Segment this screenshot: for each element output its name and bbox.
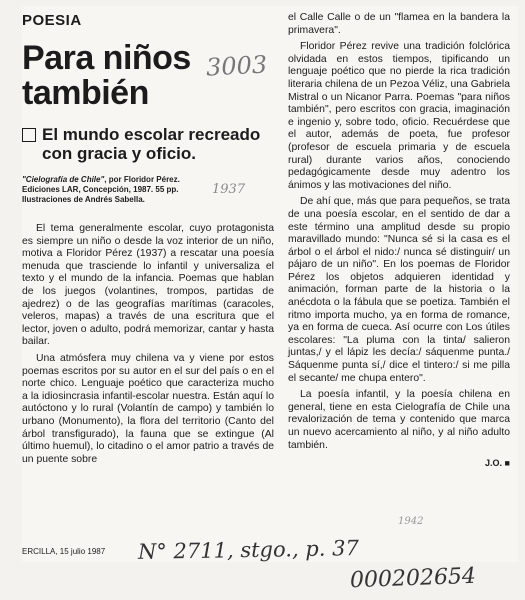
checkbox-square-icon	[22, 128, 36, 142]
body-paragraph: El tema generalmente escolar, cuyo protagonista es siempre un niño o desde la voz interior de un niño, motiva a Floridor Pérez (1937) a rescatar una poesía menuda que trasciende lo infantil y universaliza el texto y el mundo de la infancia. Poemas que hablan de los juegos (volantines, trompos, partidas de ajedrez) o de las geografías marítimas (caracoles, veleros, mapas) a través de una escritura que el lector, joven o adulto, podrá memorizar, cantar y hasta bailar.	[22, 223, 274, 348]
right-column	[288, 12, 510, 469]
handwritten-citation: N° 2711, stgo., p. 37	[137, 536, 360, 564]
body-paragraph: Una atmósfera muy chilena va y viene por estos poemas escritos por su autor en el sur del país o en el norte chico. Lenguaje poético que caracteriza mucho a la idiosincrasia infantil-escolar nuestra. Están aquí lo autóctono y lo rural (Volantín de campo) y también lo urbano (Monumento), la flora del territorio (Canto del árbol transfigurado), la fauna que se extingue (Al último huemul), lo citadino o el amor patrio a través de un puente sobre	[22, 352, 274, 465]
body-paragraph: Floridor Pérez revive una tradición folclórica olvidada en estos tiempos, tipificando un lenguaje poético que no pierde la rica tradición literaria chilena de un Pezoa Véliz, una Gabriela Mistral o un Nicanor Parra. Poemas "para niños también", pero escritos con gracia, imaginación e ingenio y, sobre todo, oficio. Recuérdese que el autor, además de poeta, fue profesor (profesor de escuela primaria y de escuela rural) durante varios años, conociendo pedagógicamente desde muy adentro los ánimos y las motivaciones del niño.	[288, 41, 510, 191]
handwritten-catalog-code: 000202654	[349, 563, 477, 594]
body-paragraph: De ahí que, más que para pequeños, se trata de una poesía escolar, en el sentido de dar a este término una amplitud desde su propio maravillado mundo: "Nunca sé si la casa es el árbol o el árbol el nido:/ nunca sé distinguir/ un pájaro de un niño". En los poemas de Floridor Pérez los objetos adquieren identidad y animación, forman parte de la historia o la anécdota o la fábula que se poetiza. También el ritmo importa mucho, ya en forma de romance, ya en forma de cueca. Así ocurre con Los útiles escolares: "La pluma con la tinta/ salieron juntas,/ y el lápiz les decía:/ sáquenme punta./ Sáquenme punta sí,/ dice el tintero:/ si me pilla el secante/ me chupa entero".	[288, 196, 510, 384]
book-credits	[22, 175, 212, 205]
book-title: "Cielografía de Chile"	[22, 175, 105, 184]
headline-line-1: Para niños	[22, 39, 191, 77]
book-details: , por Floridor Pérez. Ediciones LAR, Concepción, 1987. 55 pp. Ilustraciones de Andrés Sabella.	[22, 175, 180, 204]
section-label: POESIA	[22, 12, 82, 29]
subheadline-text: El mundo escolar recreado con gracia y oficio.	[42, 125, 261, 163]
author-signature: J.O. ■	[485, 458, 510, 469]
publication-footer: ERCILLA, 15 julio 1987	[22, 547, 106, 556]
headline-line-2: también	[22, 74, 149, 112]
body-paragraph: La poesía infantil, y la poesía chilena en general, tiene en esta Cielografía de Chile una revalorización de tema y contenido que marca un nuevo acercamiento al niño, y al niño adulto también.	[288, 389, 510, 451]
handwritten-number: 3003	[205, 50, 268, 82]
body-paragraph: el Calle Calle o de un "flamea en la bandera la primavera".	[288, 12, 510, 36]
handwritten-year: 1937	[212, 182, 246, 197]
subheadline	[22, 125, 274, 163]
handwritten-small-note: 1942	[398, 516, 424, 527]
